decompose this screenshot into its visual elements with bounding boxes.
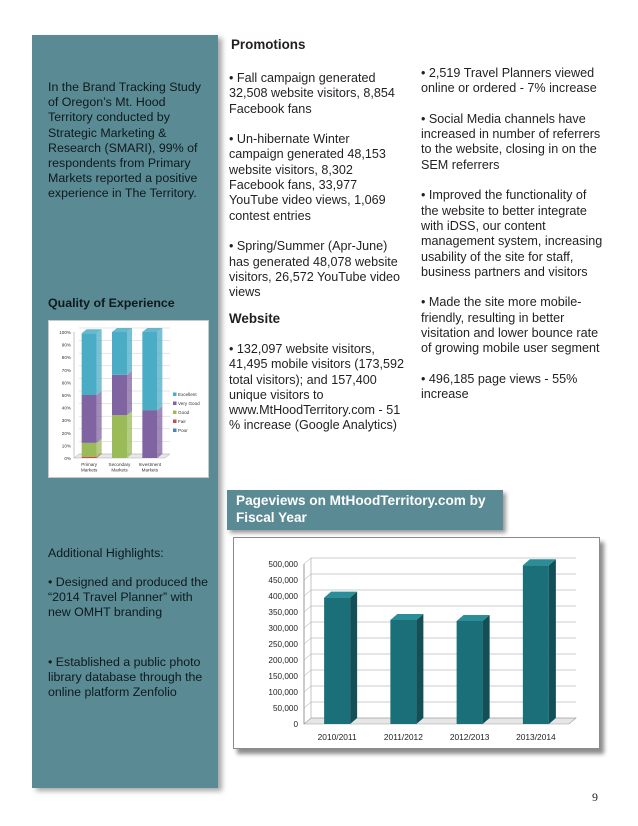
quality-bar-segment	[82, 333, 97, 395]
page-number: 9	[592, 790, 598, 804]
bar	[390, 620, 416, 724]
quality-legend-swatch	[173, 429, 177, 433]
bar-side	[416, 614, 423, 724]
gridline-diagonal	[304, 702, 311, 708]
quality-bar-side	[127, 371, 132, 415]
quality-x-tick-label: Primary	[81, 462, 98, 467]
pageviews-chart-title-box	[227, 490, 503, 530]
quality-bar-segment	[112, 332, 127, 375]
quality-y-tick-label: 30%	[61, 418, 71, 424]
quality-bar-side	[157, 328, 162, 410]
sidebar-panel	[32, 35, 218, 788]
quality-y-tick-label: 0%	[64, 456, 71, 461]
quality-chart-svg	[48, 320, 209, 478]
quality-bar-segment	[82, 443, 97, 457]
promotions-list	[229, 71, 405, 300]
website-heading: Website	[229, 311, 281, 326]
y-tick-label: 400,000	[268, 592, 298, 601]
gridline-diagonal	[304, 670, 311, 676]
quality-bar-segment	[142, 410, 157, 458]
y-tick-label: 300,000	[268, 624, 298, 633]
quality-legend-swatch	[173, 411, 177, 415]
y-tick-label: 50,000	[272, 704, 298, 713]
y-tick-label: 100,000	[268, 688, 298, 697]
y-tick-label: 0	[293, 720, 298, 729]
brand-tracking-text: In the Brand Tracking Study of Oregon’s Mt. Hood Territory conducted by Strategic Marketing & Research (SMARI), 99% of respondents from Primary Markets reported a positive experience in The Territory.	[48, 80, 201, 201]
quality-legend-label: Very Good	[178, 401, 200, 406]
quality-bar-segment	[142, 332, 157, 410]
quality-y-tick-label: 50%	[61, 393, 71, 398]
quality-legend-swatch	[173, 420, 177, 424]
quality-y-tick-label: 10%	[61, 443, 71, 449]
website-list	[229, 342, 405, 434]
quality-legend-swatch	[173, 402, 177, 406]
pageviews-chart-title: Pageviews on MtHoodTerritory.com by Fiscal Year	[236, 493, 486, 525]
quality-bar-side	[97, 391, 102, 443]
highlight-item: • Improved the functionality of the website to better integrate with iDSS, our content management system, increasing usability of the site for staff, business partners and visitors	[421, 188, 603, 279]
quality-bar-segment	[112, 375, 127, 415]
gridline-diagonal	[304, 558, 311, 564]
highlight-item: • Social Media channels have increased in number of referrers to the website, closing in on the SEM referrers	[421, 111, 601, 172]
quality-x-tick-label: Markets	[80, 467, 98, 473]
quality-y-tick-label: 40%	[61, 405, 71, 411]
bar-side	[350, 592, 357, 724]
highlight-item: • 496,185 page views - 55% increase	[421, 371, 578, 402]
quality-x-tick-label: Markets	[111, 467, 128, 473]
quality-bar-side	[127, 328, 132, 375]
promotions-heading: Promotions	[231, 37, 306, 52]
quality-legend-label: Excellent	[178, 392, 197, 397]
gridline-diagonal	[304, 622, 311, 628]
right-column-list	[421, 66, 607, 403]
highlight-item: • Made the site more mobile-friendly, resulting in better visitation and lower bounce rate of growing mobile user segment	[421, 295, 600, 356]
quality-bar-segment	[112, 415, 127, 458]
quality-bar-side	[127, 411, 132, 458]
x-tick-label: 2010/2011	[317, 732, 357, 742]
quality-legend-label: Good	[178, 410, 190, 415]
sidebar-bullet-travel-planner: • Designed and produced the “2014 Travel Planner” with new OMHT branding	[48, 575, 209, 620]
y-tick-label: 450,000	[268, 576, 298, 585]
quality-y-tick-label: 20%	[61, 430, 71, 436]
y-tick-label: 350,000	[268, 608, 298, 617]
quality-legend-swatch	[173, 393, 177, 397]
quality-bar-side	[97, 329, 102, 395]
quality-y-tick-label: 70%	[61, 367, 71, 373]
quality-heading: Quality of Experience	[48, 296, 175, 310]
quality-x-tick-label: Markets	[141, 467, 159, 473]
y-tick-label: 500,000	[268, 560, 298, 569]
promotion-item: • Un-hibernate Winter campaign generated 48,153 website visitors, 8,302 Facebook fans, 33,977 YouTube video views, 1,069 contest entries	[229, 132, 386, 223]
quality-of-experience-chart	[48, 320, 209, 478]
bar-side	[483, 615, 490, 724]
x-tick-label: 2011/2012	[383, 732, 423, 742]
x-tick-label: 2013/2014	[516, 732, 556, 742]
quality-bar-segment	[82, 395, 97, 443]
bar-side	[549, 559, 556, 724]
additional-highlights-heading: Additional Highlights:	[48, 546, 164, 560]
bar	[523, 565, 549, 724]
gridline-diagonal	[304, 654, 311, 660]
promotion-item: • Spring/Summer (Apr-June) has generated 48,078 website visitors, 26,572 YouTube video views	[229, 239, 401, 300]
website-item: • 132,097 website visitors, 41,495 mobile visitors (173,592 total visitors); and 157,400 unique visitors to www.MtHoodTerritory.com - 51 % increase (Google Analytics)	[229, 342, 405, 433]
y-tick-label: 200,000	[268, 656, 298, 665]
quality-legend-label: Fair	[178, 419, 186, 424]
bar	[324, 598, 350, 724]
quality-y-tick-label: 100%	[59, 330, 71, 335]
gridline-diagonal	[304, 606, 311, 612]
gridline-diagonal	[304, 590, 311, 596]
quality-y-tick-label: 80%	[61, 355, 71, 361]
gridline-diagonal	[304, 574, 311, 580]
x-tick-label: 2012/2013	[449, 732, 490, 742]
y-tick-label: 150,000	[268, 672, 298, 681]
gridline-diagonal	[304, 638, 311, 644]
gridline-diagonal	[304, 686, 311, 692]
quality-y-tick-label: 60%	[61, 380, 71, 386]
highlight-item: • 2,519 Travel Planners viewed online or ordered - 7% increase	[421, 66, 597, 96]
quality-x-tick-label: Investment	[138, 462, 162, 467]
sidebar-bullet-photo-library: • Established a public photo library database through the online platform Zenfolio	[48, 655, 203, 700]
bar	[457, 621, 483, 724]
y-tick-label: 250,000	[268, 640, 298, 649]
quality-legend-label: Poor	[178, 428, 188, 433]
quality-x-tick-label: Secondary	[108, 462, 131, 467]
quality-bar-segment	[82, 457, 97, 458]
promotion-item: • Fall campaign generated 32,508 website visitors, 8,854 Facebook fans	[229, 71, 395, 116]
pageviews-chart	[233, 537, 600, 749]
pageviews-chart-svg	[234, 538, 599, 748]
quality-bar-side	[157, 406, 162, 458]
quality-y-tick-label: 90%	[61, 342, 71, 348]
